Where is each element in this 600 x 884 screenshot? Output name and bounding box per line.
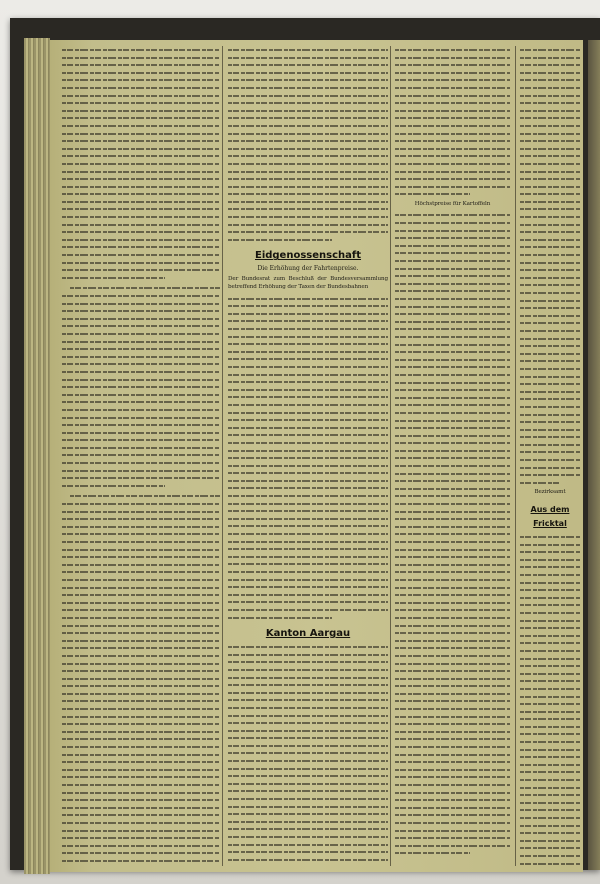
article-text: Höchstpreise für Kartoffeln (414, 200, 491, 207)
column-1 (62, 46, 220, 866)
text-block (520, 46, 580, 486)
text-block (228, 46, 388, 243)
facing-page-edge (588, 40, 600, 870)
text-block (395, 46, 510, 198)
text-block (395, 211, 510, 856)
article-text: Der Bundesrat zum Beschluß der Bundesversammlung betreffend Erhöhung der Taxen der Bundesbahnen (228, 276, 388, 291)
text-block (62, 284, 220, 489)
column-4 (520, 46, 580, 866)
text-block (62, 46, 220, 281)
column-rule (515, 46, 516, 866)
bound-volume (10, 18, 600, 870)
column-rule (222, 46, 223, 866)
text-block (520, 533, 580, 866)
text-block (62, 492, 220, 866)
article-text: Bezirksamt (534, 489, 566, 496)
page-gutter (24, 38, 50, 874)
text-block (228, 643, 388, 866)
column-rule (390, 46, 391, 866)
section-heading: Kanton Aargau (265, 628, 351, 640)
section-heading: Eidgenossenschaft (254, 250, 362, 262)
newspaper-page (50, 40, 583, 872)
column-2 (228, 46, 388, 866)
section-subheading: Die Erhöhung der Fahrtenpreise. (257, 265, 359, 273)
section-heading: Aus dem Fricktal (530, 505, 570, 529)
column-3 (395, 46, 510, 866)
text-block (228, 295, 388, 622)
